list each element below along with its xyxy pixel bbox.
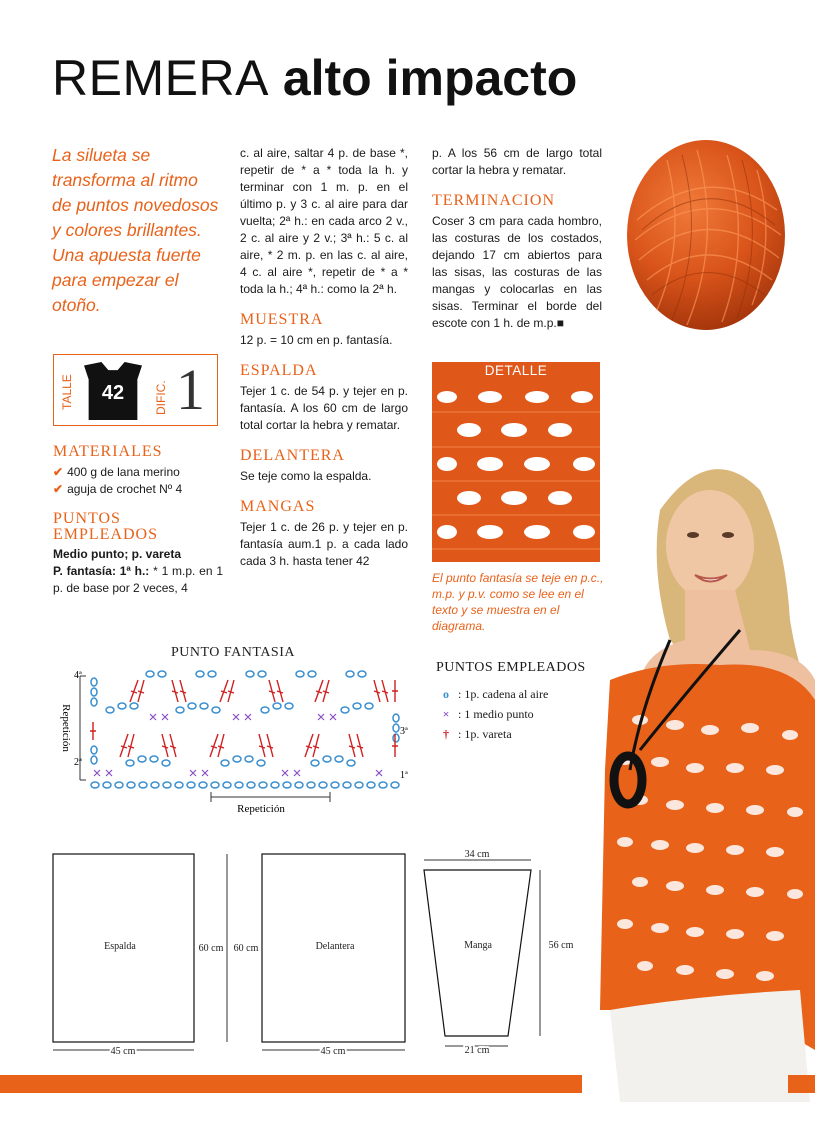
col2-continued-text: c. al aire, saltar 4 p. de base *, repetir de * a * toda la h. y terminar con 1 m. p. en el último p. y 3 c. al aire para dar vuelta; 2ª h.: en cada arco 2 v., 2 c. al aire y 2 v.; 3ª h.: 5 c. al aire, * 2 m. p. en las c. al aire, 4 c. al aire *, repetir de * a * toda la h.; 4ª h.: como la 2ª h. bbox=[240, 146, 408, 296]
double-crochet-icon: † bbox=[443, 727, 449, 741]
manga-label: Manga bbox=[464, 940, 492, 951]
stitch-legend bbox=[436, 660, 606, 744]
stitches-text: Medio punto; p. vareta P. fantasía: 1ª h.: * 1 m.p. en 1 p. de base por 2 veces, 4 bbox=[53, 547, 223, 595]
manga-bottom-width: 21 cm bbox=[464, 1045, 490, 1056]
detail-label: DETALLE bbox=[484, 363, 548, 378]
diagram-title: PUNTO FANTASIA bbox=[171, 645, 295, 660]
intro-text: La silueta se transforma al ritmo de puntos novedosos y colores brillantes. Una apuesta fuerte para empezar el otoño. bbox=[52, 145, 219, 315]
list-item: ✔ 400 g de lana merino bbox=[53, 465, 180, 479]
delantera-label: Delantera bbox=[315, 941, 355, 952]
page-title bbox=[52, 48, 577, 108]
checkmark-icon: ✔ bbox=[53, 482, 64, 496]
delantera-height: 60 cm bbox=[233, 943, 259, 954]
title-part-2: alto impacto bbox=[282, 50, 578, 106]
lace-pattern-image bbox=[432, 362, 600, 562]
footer-accent-bar-right bbox=[788, 1075, 815, 1093]
detail-swatch bbox=[432, 362, 600, 562]
model-photo bbox=[600, 450, 815, 1102]
col3-continued-text: p. A los 56 cm de largo total cortar la hebra y rematar. bbox=[432, 146, 602, 177]
pattern-schematics bbox=[0, 840, 600, 1065]
espalda-width: 45 cm bbox=[110, 1046, 136, 1057]
legend-title: PUNTOS EMPLEADOS bbox=[436, 660, 586, 675]
row-label-3: 3ª bbox=[400, 726, 408, 737]
espalda-label: Espalda bbox=[104, 941, 136, 952]
checkmark-icon: ✔ bbox=[53, 465, 64, 479]
size-value: 42 bbox=[101, 382, 125, 404]
stitches-title: PUNTOS EMPLEADOS bbox=[53, 510, 159, 543]
size-difficulty-box bbox=[53, 354, 218, 426]
delantera-title: DELANTERA bbox=[240, 447, 345, 464]
legend-item: † : 1p. vareta bbox=[436, 724, 606, 744]
delantera-width: 45 cm bbox=[320, 1046, 346, 1057]
footer-accent-bar bbox=[0, 1075, 582, 1093]
list-item: ✔ aguja de crochet Nº 4 bbox=[53, 482, 183, 496]
row-label-4: 4ª bbox=[74, 670, 82, 681]
talle-label: TALLE bbox=[60, 374, 74, 410]
stitches-section bbox=[53, 511, 223, 597]
espalda-title: ESPALDA bbox=[240, 362, 318, 379]
instructions-column-3 bbox=[432, 145, 602, 332]
yarn-strands bbox=[627, 140, 785, 330]
difficulty-value: 1 bbox=[176, 357, 205, 422]
muestra-title: MUESTRA bbox=[240, 311, 324, 328]
repetition-label-horizontal: Repetición bbox=[237, 803, 285, 815]
delantera-text: Se teje como la espalda. bbox=[240, 469, 372, 483]
dific-label: DIFIC. bbox=[154, 380, 168, 415]
instructions-column-2 bbox=[240, 145, 408, 570]
single-crochet-icon: × bbox=[442, 707, 450, 721]
row-label-1: 1ª bbox=[400, 770, 408, 781]
materials-title: MATERIALES bbox=[53, 443, 163, 460]
row-label-2: 2ª bbox=[74, 757, 82, 768]
mangas-title: MANGAS bbox=[240, 498, 316, 515]
espalda-text: Tejer 1 c. de 54 p. y tejer en p. fantasía. A los 60 cm de largo total cortar la hebra y rematar. bbox=[240, 384, 408, 432]
legend-item: × : 1 medio punto bbox=[436, 704, 606, 724]
detail-caption: El punto fantasía se teje en p.c., m.p. y p.v. como se lee en el texto y se muestra en el diagrama. bbox=[432, 571, 604, 633]
stitch-diagram bbox=[50, 662, 420, 824]
manga-top-width: 34 cm bbox=[464, 849, 490, 860]
repetition-label-vertical: Repetición bbox=[60, 704, 72, 752]
chain-stitch-icon: o bbox=[443, 687, 449, 701]
muestra-text: 12 p. = 10 cm en p. fantasía. bbox=[240, 333, 393, 347]
manga-height: 56 cm bbox=[548, 940, 574, 951]
manga-piece bbox=[424, 870, 531, 1036]
mangas-text: Tejer 1 c. de 26 p. y tejer en p. fantasía aum.1 p. a cada lado cada 3 h. hasta tener 42 bbox=[240, 520, 408, 568]
legend-item: o : 1p. cadena al aire bbox=[436, 684, 606, 704]
title-part-1: REMERA bbox=[52, 50, 269, 106]
terminacion-text: Coser 3 cm para cada hombro, las costuras de los costados, dejando 17 cm abiertos para las sisas, las costuras de las mangas y colocarlas en las sisas. Terminar el borde del escote con 1 h. de m.p.■ bbox=[432, 214, 602, 330]
terminacion-title: TERMINACION bbox=[432, 192, 555, 209]
materials-section bbox=[53, 444, 228, 498]
espalda-height: 60 cm bbox=[198, 943, 224, 954]
